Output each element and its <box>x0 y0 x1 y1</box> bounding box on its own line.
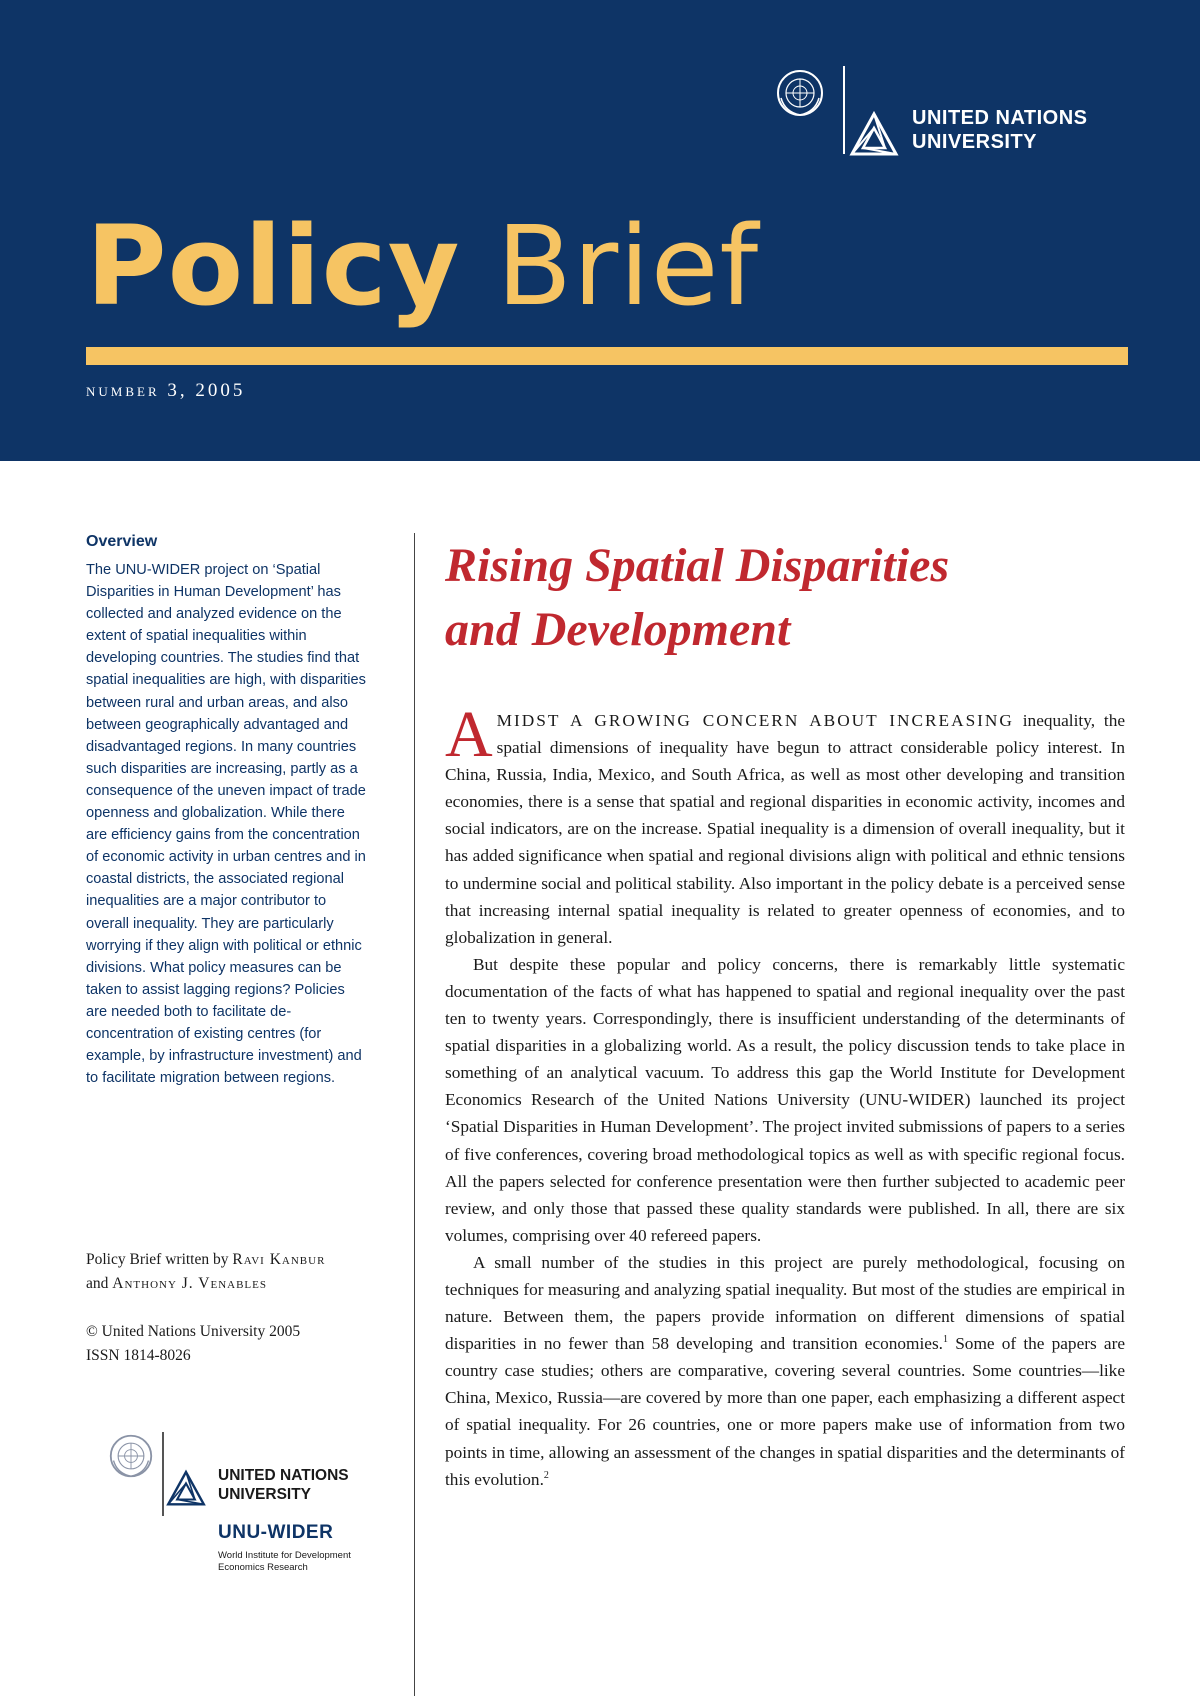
organization-name-line2: UNIVERSITY <box>912 131 1038 153</box>
unu-wider-name: UNU-WIDER <box>218 1522 334 1543</box>
organization-name-line1: UNITED NATIONS <box>912 107 1088 129</box>
paragraph-1 <box>445 698 1126 951</box>
paragraph-3 <box>445 1249 1125 1493</box>
byline-prefix: Policy Brief written by <box>86 1251 233 1268</box>
title-rule <box>86 347 1128 365</box>
un-emblem-icon <box>108 1433 154 1479</box>
footer-organization-line1: UNITED NATIONS <box>218 1467 349 1484</box>
title-light-word: Brief <box>496 202 760 330</box>
footnote-ref-2[interactable]: 2 <box>543 1469 549 1481</box>
footer-organization-name <box>218 1466 349 1504</box>
paragraph-3-text-b: Some of the papers are country case studies; others are comparative, covering several countries. Some countries—like China, Mexico, Russia—are covered by more than one paper, each emphasizing a different aspect of spatial inequality. For 26 countries, one or more papers make use of information from two points in time, allowing an assessment of the changes in spatial disparities and the determinants of this evolution. <box>445 1334 1125 1489</box>
overview-sidebar <box>86 533 366 1089</box>
title-bold-word: Policy <box>86 202 461 330</box>
overview-text: The UNU-WIDER project on ‘Spatial Disparities in Human Development’ has collected and analyzed evidence on the extent of spatial inequalities within developing countries. The studies find that spatial inequalities are high, with disparities between rural and urban areas, and also between geographically advantaged and disadvantaged regions. In many countries such disparities are increasing, partly as a consequence of the uneven impact of trade openness and globalization. While there are efficiency gains from the concentration of economic activity in urban centres and in coastal districts, the associated regional inequalities are a major contributor to overall inequality. They are particularly worrying if they align with political or ethnic divisions. What policy measures can be taken to assist lagging regions? Policies are needed both to facilitate de-concentration of existing centres (for example, by infrastructure investment) and to facilitate migration between regions. <box>86 562 366 1087</box>
article-title-line2: and Development <box>445 603 791 656</box>
organization-name <box>912 106 1088 154</box>
logo-divider <box>843 66 845 154</box>
article-title <box>445 534 1165 662</box>
footer-organization-line2: UNIVERSITY <box>218 1486 312 1503</box>
un-emblem-icon <box>775 68 825 118</box>
column-divider <box>414 533 415 1696</box>
byline <box>86 1248 386 1296</box>
issn-line: ISSN 1814-8026 <box>86 1347 191 1364</box>
footer-logo-divider <box>162 1432 164 1516</box>
paragraph-2: But despite these popular and policy concerns, there is remarkably little systematic documentation of the facts of what has happened to spatial and regional inequality over the past ten to twenty years. Correspondingly, there is insufficient understanding of the determinants of spatial disparities in a globalizing world. As a result, the policy discussion tends to take place in something of an analytical vacuum. To address this gap the World Institute for Development Economics Research of the United Nations University (UNU-WIDER) launched its project ‘Spatial Disparities in Human Development’. The project invited submissions of papers to a series of five conferences, covering broad methodological topics as well as with specific regional focus. All the papers selected for conference presentation were then further subjected to academic peer review, and only those that passed these quality standards were published. In all, there are six volumes, comprising over 40 refereed papers. <box>445 954 1125 1245</box>
drop-cap: A <box>445 698 493 771</box>
overview-heading: Overview <box>86 533 158 550</box>
publication-title <box>86 202 760 330</box>
lead-in-caps: MIDST A GROWING CONCERN ABOUT INCREASING <box>496 711 1014 730</box>
footnote-ref-1[interactable]: 1 <box>943 1334 949 1346</box>
article-body <box>445 698 1126 1493</box>
author-kanbur: Ravi Kanbur <box>232 1251 326 1268</box>
issue-number: number 3, 2005 <box>86 380 246 401</box>
unu-triangle-logo-icon <box>848 110 900 160</box>
header-banner <box>0 0 1200 461</box>
byline-and: and <box>86 1275 113 1292</box>
copyright-line: © United Nations University 2005 <box>86 1323 301 1340</box>
copyright-block <box>86 1320 386 1368</box>
unu-wider-subtitle-line1: World Institute for Development <box>218 1550 351 1561</box>
unu-wider-subtitle <box>218 1550 351 1574</box>
unu-triangle-logo-icon <box>165 1468 207 1510</box>
author-venables: Anthony J. Venables <box>112 1275 267 1292</box>
paragraph-1-text: inequality, the spatial dimensions of inequality have begun to attract considerable policy interest. In China, Russia, India, Mexico, and South Africa, as well as most other developing and transition economies, there is a sense that spatial and regional disparities in economic activity, incomes and social indicators, are on the increase. Spatial inequality is a dimension of overall inequality, but it has added significance when spatial and regional divisions align with political and ethnic tensions to undermine social and political stability. Also important in the policy debate is a perceived sense that increasing internal spatial inequality is related to greater openness of economies, and to globalization in general. <box>445 711 1126 947</box>
paragraph-3-text-a: A small number of the studies in this project are purely methodological, focusing on techniques for measuring and analyzing spatial inequality. But most of the studies are empirical in nature. Between them, the papers provide information on different dimensions of spatial disparities in no fewer than 58 developing and transition economies. <box>445 1252 1125 1354</box>
article-title-line1: Rising Spatial Disparities <box>445 539 950 592</box>
unu-wider-subtitle-line2: Economics Research <box>218 1562 308 1573</box>
